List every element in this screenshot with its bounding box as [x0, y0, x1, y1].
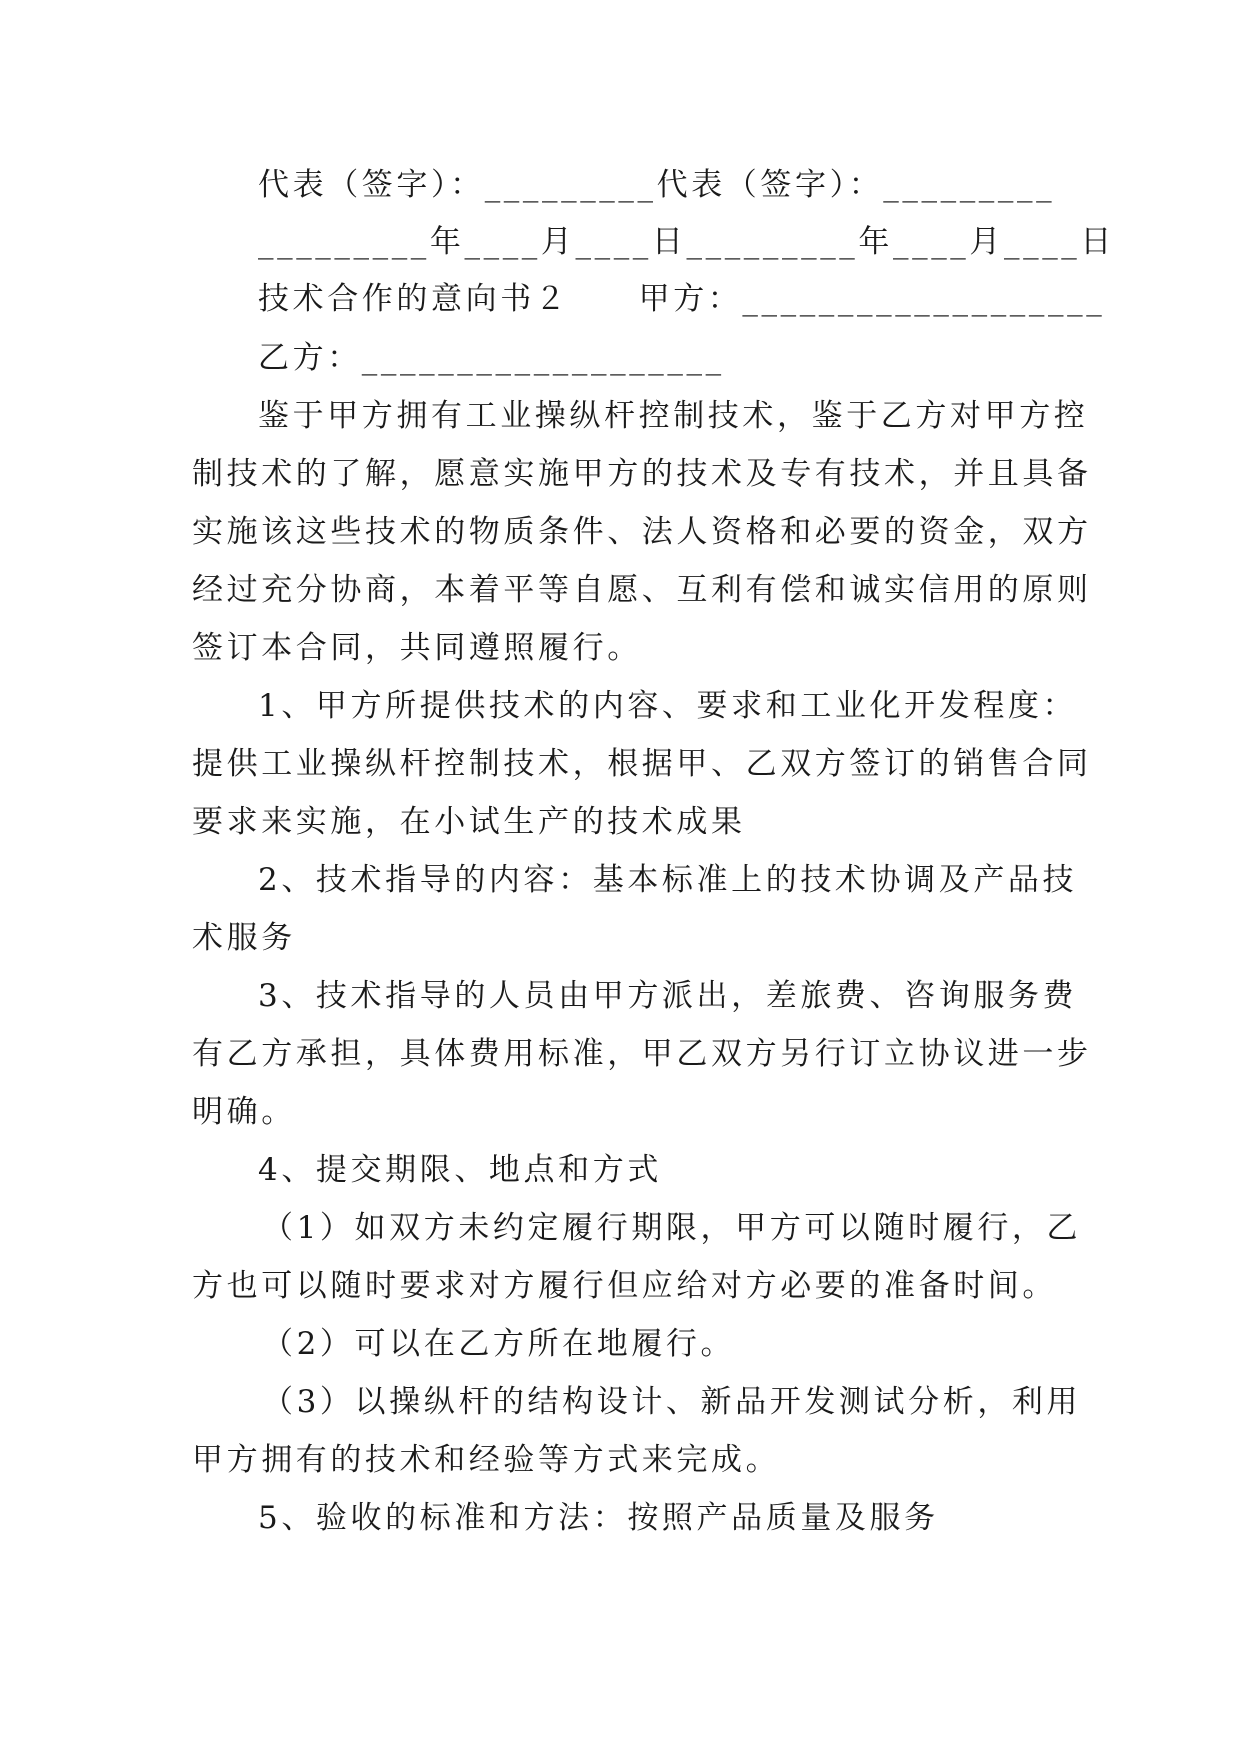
clause-3-line-2: 有乙方承担，具体费用标准，甲乙双方另行订立协议进一步 [192, 1036, 1092, 1072]
title-party-a-line: 技术合作的意向书２ 甲方：___________________ [258, 281, 1106, 317]
preamble-line-5: 签订本合同，共同遵照履行。 [192, 630, 642, 666]
date-line: _________年____月____日_________年____月____日 [258, 224, 1115, 260]
clause-3-line-1: 3、技术指导的人员由甲方派出，差旅费、咨询服务费 [258, 978, 1078, 1014]
clause-4-item-2: （2）可以在乙方所在地履行。 [262, 1326, 736, 1362]
clause-4-item-1-line-2: 方也可以随时要求对方履行但应给对方必要的准备时间。 [192, 1268, 1057, 1304]
preamble-line-3: 实施该这些技术的物质条件、法人资格和必要的资金，双方 [192, 514, 1092, 550]
clause-1-line-2: 提供工业操纵杆控制技术，根据甲、乙双方签订的销售合同 [192, 746, 1092, 782]
signature-line: 代表（签字）：_________代表（签字）：_________ [258, 167, 1056, 203]
preamble-line-2: 制技术的了解，愿意实施甲方的技术及专有技术，并且具备 [192, 456, 1092, 492]
clause-2-line-1: 2、技术指导的内容：基本标准上的技术协调及产品技 [258, 862, 1078, 898]
clause-4-item-3-line-2: 甲方拥有的技术和经验等方式来完成。 [192, 1442, 781, 1478]
clause-4-heading: 4、提交期限、地点和方式 [258, 1152, 662, 1188]
clause-2-line-2: 术服务 [192, 920, 296, 956]
preamble-line-4: 经过充分协商，本着平等自愿、互利有偿和诚实信用的原则 [192, 572, 1092, 608]
clause-1-line-3: 要求来实施，在小试生产的技术成果 [192, 804, 746, 840]
clause-5-line-1: 5、验收的标准和方法：按照产品质量及服务 [258, 1500, 939, 1536]
clause-1-line-1: 1、甲方所提供技术的内容、要求和工业化开发程度： [258, 688, 1078, 724]
clause-3-line-3: 明确。 [192, 1094, 296, 1130]
clause-4-item-1-line-1: （1）如双方未约定履行期限，甲方可以随时履行，乙 [262, 1210, 1082, 1246]
clause-4-item-3-line-1: （3）以操纵杆的结构设计、新品开发测试分析，利用 [262, 1384, 1082, 1420]
party-b-line: 乙方：___________________ [258, 340, 725, 376]
preamble-line-1: 鉴于甲方拥有工业操纵杆控制技术，鉴于乙方对甲方控 [258, 398, 1089, 434]
